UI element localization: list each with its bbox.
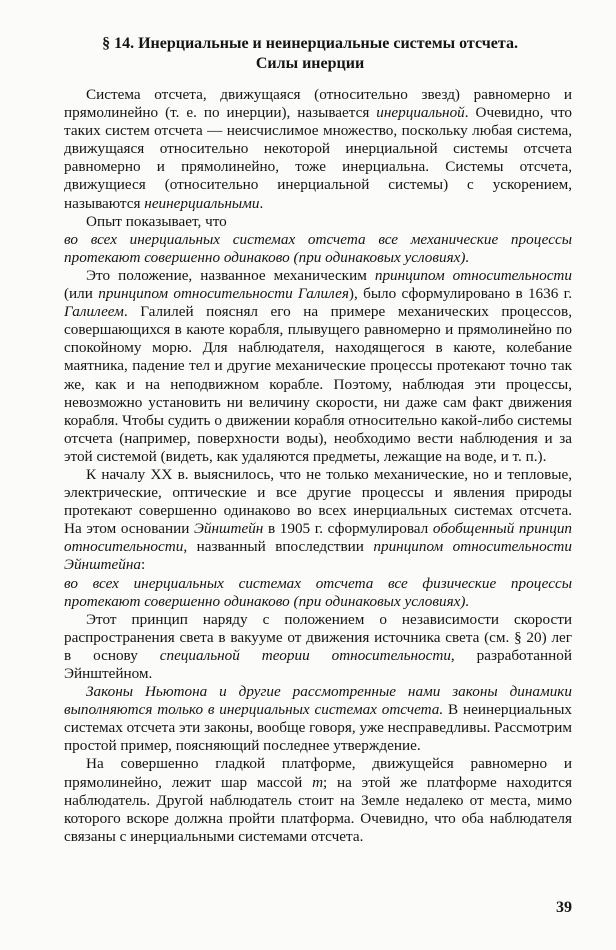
paragraph-p1 <box>64 86 572 213</box>
text-run: Система отсчета, движущаяся (относительно звезд) равномерно и прямолинейно (т. е. по инерции), называется <box>64 86 572 122</box>
body-text <box>64 86 572 846</box>
text-run: Этот принцип наряду с положением о независимости скорости распространения света в вакууме от движения источника света (см. § 20) лег в основу <box>64 610 572 664</box>
italic-run: неинерциальными <box>144 194 260 212</box>
text-run: В неинерциальных системах отсчета эти законы, вообще говоря, уже несправедливы. Рассмотрим простой пример, поясняющий последнее утверждение. <box>64 701 573 755</box>
text-run: Это положение, названное механическим <box>86 266 375 284</box>
italic-run: принципом относительности Эйнштейна <box>64 538 572 574</box>
italic-run: Эйнштейн <box>193 520 264 538</box>
italic-run: m <box>312 773 324 791</box>
heading-line-1: § 14. Инерциальные и неинерциальные системы отсчета. <box>102 35 518 52</box>
paragraph-p5 <box>64 466 572 575</box>
text-run: : <box>140 556 146 574</box>
text-run: (или <box>64 285 99 303</box>
italic-run: (при одинаковых условиях) <box>289 248 466 266</box>
paragraph-p6 <box>64 575 572 611</box>
text-run: . <box>465 592 470 610</box>
italic-run: Галилеем <box>64 303 124 321</box>
paragraph-p3 <box>64 231 572 267</box>
italic-run: инерциальной <box>376 104 465 122</box>
text-run: . Галилей пояснял его на примере механических процессов, совершающихся в каюте корабля, плывущего равномерно и прямолинейно по спокойному морю. Для наблюдателя, находящегося в каюте, колебание маятника, падение тел и другие механические процессы протекают точно так же, как и на неподвижном корабле. Поэтому, наблюдая эти процессы, невозможно установить ни величину скорости, ни даже сам факт движения корабля. Чтобы судить о движении корабля относительно какой-либо системы отсчета (например, поверхности воды), необходимо вести наблюдения и за этой системой (видеть, как удаляются предметы, лежащие на воде, и т. п.). <box>64 303 572 465</box>
text-run: . <box>465 248 470 266</box>
text-run: . Очевидно, что таких систем отсчета — неисчислимое множество, поскольку любая система, движущаяся относительно некоторой инерциальной системы отсчета равномерно и прямолинейно, тоже инерциальна. Системы отсчета, движущиеся (относительно инерциальной системы) с ускорением, называются <box>64 104 572 212</box>
paragraph-p7 <box>64 611 572 683</box>
italic-run: принципом относительности Галилея <box>98 285 349 303</box>
text-run: , разработанной Эйнштейном. <box>64 646 572 682</box>
text-run: во всех инерциальных системах отсчета все физические процессы протекают совершенно одинаково (при одинаковых условиях) <box>64 574 572 610</box>
text-run: в 1905 г. сформулировал <box>263 520 433 538</box>
paragraph-p9 <box>64 755 572 845</box>
italic-run: специальной теории относительности <box>159 646 451 664</box>
italic-run: принципом относительности <box>374 266 572 284</box>
paragraph-p8 <box>64 683 572 755</box>
heading-line-2: Силы инерции <box>255 55 365 72</box>
text-run: К началу XX в. выяснилось, что не только механические, но и тепловые, электрические, оптические и все другие процессы и явления природы протекают совершенно одинаково во всех инерциальных системах отсчета. На этом основании <box>64 465 572 538</box>
text-run: На совершенно гладкой платформе, движущейся равномерно и прямолинейно, лежит шар массой <box>64 755 572 791</box>
italic-run: обобщенный принцип относительности <box>64 520 573 556</box>
text-run: ), было сформулировано в 1636 г. <box>348 285 572 303</box>
text-run: Опыт показывает, что <box>86 212 227 230</box>
paragraph-p4 <box>64 267 572 466</box>
text-run: . <box>259 194 264 212</box>
page-number: 39 <box>556 899 572 916</box>
paragraph-p2 <box>64 213 572 231</box>
italic-run: Законы Ньютона и другие рассмотренные нами законы динамики выполняются только в инерциальных системах отсчета. <box>64 683 572 719</box>
text-run: , названный впоследствии <box>183 538 374 556</box>
text-run: во всех инерциальных системах отсчета все механические процессы протекают совершенно одинаково <box>64 230 572 266</box>
section-heading <box>70 34 550 74</box>
text-run: ; на этой же платформе находится наблюдатель. Другой наблюдатель стоит на Земле недалеко от места, мимо которого вскоре должна пройти платформа. Очевидно, что оба наблюдателя связаны с инерциальными системами отсчета. <box>64 773 572 845</box>
